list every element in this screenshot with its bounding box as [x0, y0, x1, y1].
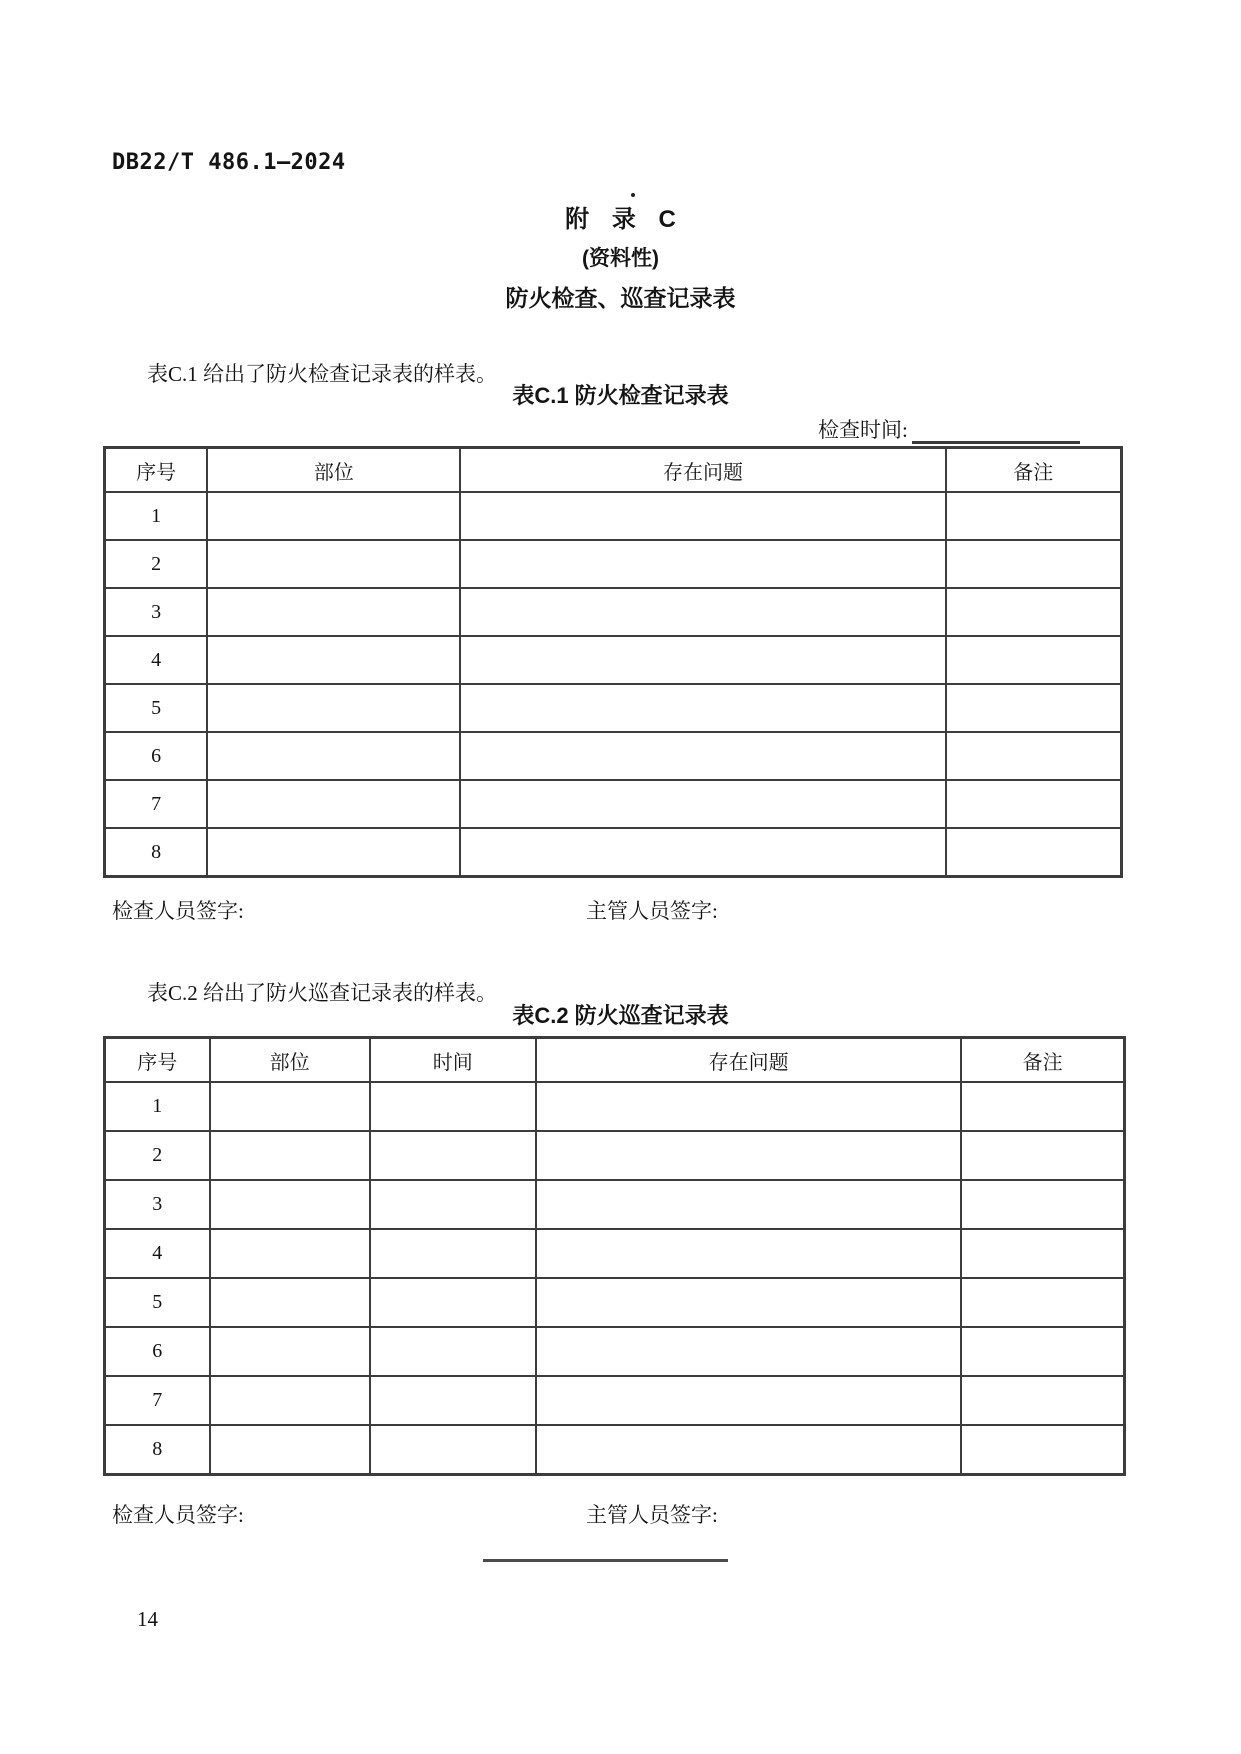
- empty-cell: [946, 588, 1122, 636]
- supervisor-signature-label: 主管人员签字:: [586, 1503, 718, 1527]
- appendix-classification: (资料性): [582, 247, 659, 270]
- empty-cell: [370, 1229, 536, 1278]
- footer-rule: [483, 1559, 728, 1562]
- empty-cell: [460, 684, 945, 732]
- table-row: [105, 780, 1122, 828]
- empty-cell: [536, 1278, 961, 1327]
- table-header-row: [105, 1038, 1125, 1083]
- empty-cell: [961, 1180, 1124, 1229]
- empty-cell: [460, 588, 945, 636]
- row-number-cell: 2: [105, 1131, 210, 1180]
- empty-cell: [961, 1376, 1124, 1425]
- table-row: [105, 540, 1122, 588]
- header-cell: 部位: [207, 448, 460, 493]
- empty-cell: [961, 1425, 1124, 1475]
- empty-cell: [946, 828, 1122, 877]
- empty-cell: [370, 1376, 536, 1425]
- inspection-time-row: [818, 414, 1080, 444]
- table-row: [105, 1082, 1125, 1131]
- header-cell: 部位: [210, 1038, 370, 1083]
- empty-cell: [210, 1376, 370, 1425]
- empty-cell: [946, 732, 1122, 780]
- empty-cell: [207, 684, 460, 732]
- empty-cell: [370, 1425, 536, 1475]
- fire-inspection-record-table: [103, 446, 1123, 878]
- empty-cell: [207, 492, 460, 540]
- empty-cell: [210, 1180, 370, 1229]
- row-number-cell: 6: [105, 1327, 210, 1376]
- table-c2-intro: 表C.2 给出了防火巡查记录表的样表。: [147, 981, 498, 1005]
- empty-cell: [370, 1278, 536, 1327]
- page-number: 14: [137, 1607, 158, 1631]
- empty-cell: [536, 1327, 961, 1376]
- table-c2-title: 表C.2 防火巡查记录表: [512, 1003, 729, 1028]
- table-row: [105, 684, 1122, 732]
- empty-cell: [961, 1327, 1124, 1376]
- empty-cell: [207, 780, 460, 828]
- empty-cell: [370, 1082, 536, 1131]
- row-number-cell: 5: [105, 1278, 210, 1327]
- empty-cell: [946, 636, 1122, 684]
- empty-cell: [210, 1131, 370, 1180]
- row-number-cell: 8: [105, 1425, 210, 1475]
- empty-cell: [536, 1180, 961, 1229]
- header-cell: 存在问题: [536, 1038, 961, 1083]
- empty-cell: [536, 1131, 961, 1180]
- empty-cell: [536, 1376, 961, 1425]
- row-number-cell: 2: [105, 540, 208, 588]
- table-row: [105, 1229, 1125, 1278]
- row-number-cell: 4: [105, 1229, 210, 1278]
- empty-cell: [536, 1082, 961, 1131]
- table-c1-intro: 表C.1 给出了防火检查记录表的样表。: [147, 362, 498, 386]
- empty-cell: [946, 540, 1122, 588]
- header-cell: 序号: [105, 1038, 210, 1083]
- table-row: [105, 732, 1122, 780]
- empty-cell: [207, 540, 460, 588]
- row-number-cell: 5: [105, 684, 208, 732]
- table-row: [105, 1425, 1125, 1475]
- empty-cell: [370, 1327, 536, 1376]
- table-c1-signature-row: [0, 895, 1241, 923]
- row-number-cell: 7: [105, 1376, 210, 1425]
- header-cell: 存在问题: [460, 448, 945, 493]
- row-number-cell: 8: [105, 828, 208, 877]
- row-number-cell: 3: [105, 588, 208, 636]
- empty-cell: [207, 828, 460, 877]
- empty-cell: [460, 492, 945, 540]
- row-number-cell: 3: [105, 1180, 210, 1229]
- appendix-title-block: [0, 200, 1241, 318]
- header-cell: 时间: [370, 1038, 536, 1083]
- appendix-subject: 防火检查、巡查记录表: [505, 285, 736, 311]
- empty-cell: [210, 1229, 370, 1278]
- row-number-cell: 6: [105, 732, 208, 780]
- row-number-cell: 1: [105, 492, 208, 540]
- table-row: [105, 588, 1122, 636]
- row-number-cell: 1: [105, 1082, 210, 1131]
- empty-cell: [536, 1229, 961, 1278]
- row-number-cell: 4: [105, 636, 208, 684]
- table-row: [105, 1327, 1125, 1376]
- table-row: [105, 1376, 1125, 1425]
- table-row: [105, 1180, 1125, 1229]
- empty-cell: [207, 636, 460, 684]
- empty-cell: [536, 1425, 961, 1475]
- fire-patrol-record-table: [103, 1036, 1126, 1476]
- inspection-time-blank-line: [912, 419, 1080, 444]
- empty-cell: [370, 1131, 536, 1180]
- empty-cell: [460, 732, 945, 780]
- appendix-heading: 附 录 C: [565, 206, 676, 233]
- table-header-row: [105, 448, 1122, 493]
- inspector-signature-label: 检查人员签字:: [112, 1503, 244, 1527]
- table-row: [105, 636, 1122, 684]
- empty-cell: [946, 684, 1122, 732]
- inspector-signature-label: 检查人员签字:: [112, 899, 244, 923]
- empty-cell: [961, 1082, 1124, 1131]
- empty-cell: [207, 732, 460, 780]
- inspection-time-label: 检查时间:: [818, 418, 908, 442]
- empty-cell: [961, 1278, 1124, 1327]
- empty-cell: [946, 780, 1122, 828]
- header-cell: 备注: [961, 1038, 1124, 1083]
- empty-cell: [210, 1278, 370, 1327]
- empty-cell: [210, 1082, 370, 1131]
- header-cell: 序号: [105, 448, 208, 493]
- table-row: [105, 1278, 1125, 1327]
- standard-number: DB22/T 486.1—2024: [112, 150, 346, 175]
- empty-cell: [210, 1327, 370, 1376]
- header-cell: 备注: [946, 448, 1122, 493]
- table-row: [105, 492, 1122, 540]
- supervisor-signature-label: 主管人员签字:: [586, 899, 718, 923]
- table-c2-signature-row: [0, 1499, 1241, 1527]
- table-row: [105, 1131, 1125, 1180]
- empty-cell: [207, 588, 460, 636]
- empty-cell: [460, 540, 945, 588]
- empty-cell: [460, 636, 945, 684]
- table-c1-title: 表C.1 防火检查记录表: [512, 383, 729, 408]
- table-row: [105, 828, 1122, 877]
- empty-cell: [460, 780, 945, 828]
- empty-cell: [460, 828, 945, 877]
- empty-cell: [961, 1131, 1124, 1180]
- empty-cell: [946, 492, 1122, 540]
- empty-cell: [961, 1229, 1124, 1278]
- empty-cell: [210, 1425, 370, 1475]
- row-number-cell: 7: [105, 780, 208, 828]
- stray-dot-artifact: [631, 193, 635, 197]
- empty-cell: [370, 1180, 536, 1229]
